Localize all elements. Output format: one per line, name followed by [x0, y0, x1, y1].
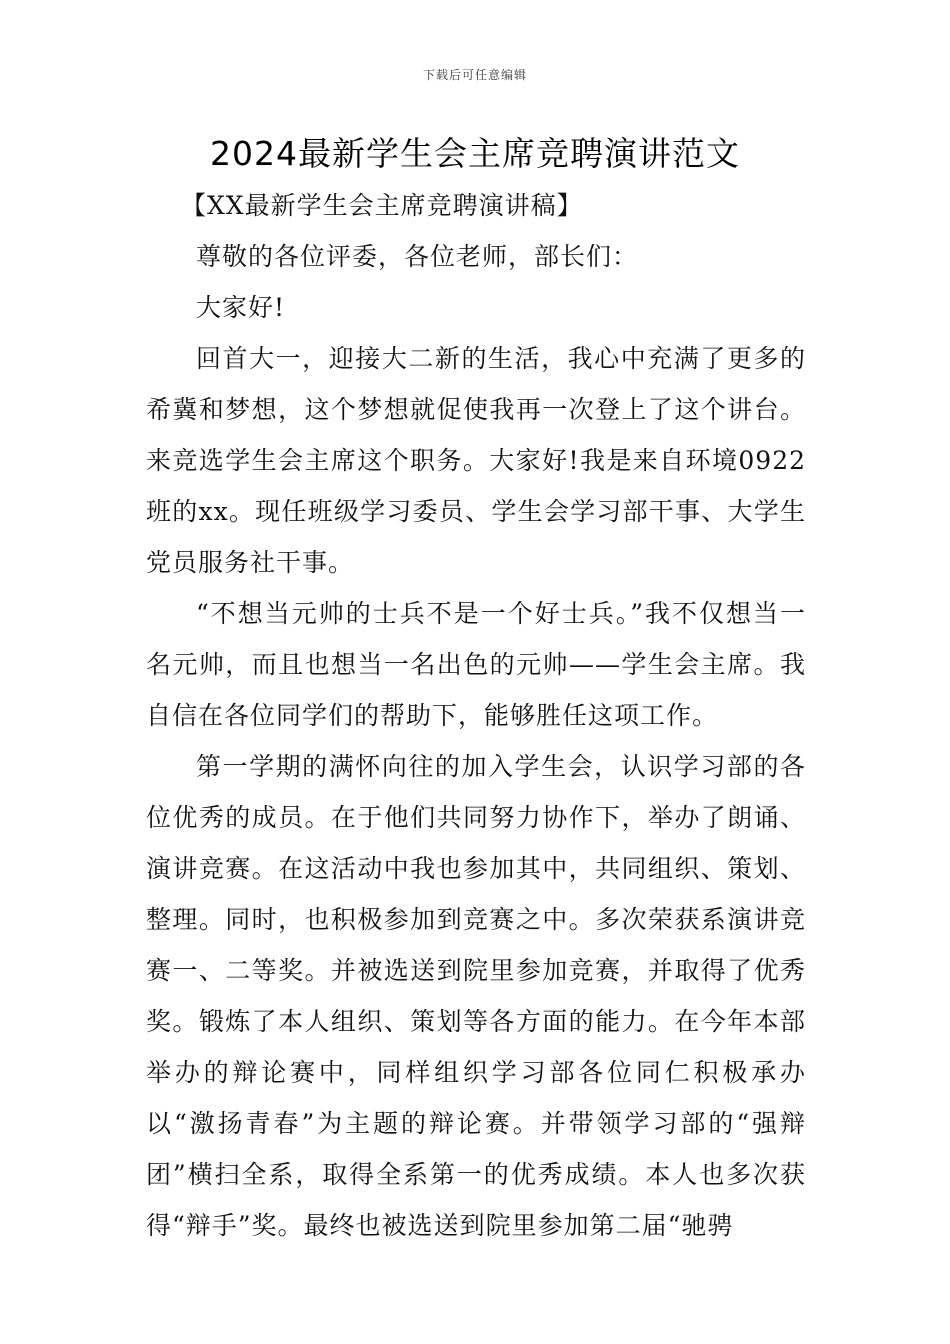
header-note: 下载后可任意编辑 — [422, 68, 527, 82]
greeting: 大家好! — [196, 293, 286, 322]
document-title: 2024最新学生会主席竞聘演讲范文 — [210, 134, 740, 173]
salutation: 尊敬的各位评委，各位老师，部长们： — [196, 242, 639, 271]
document-body — [146, 180, 806, 1251]
paragraph: 回首大一，迎接大二新的生活，我心中充满了更多的希冀和梦想，这个梦想就促使我再一次登上了这个讲台。来竞选学生会主席这个职务。大家好!我是来自环境0922班的xx。现任班级学习委员、学生会学习部干事、大学生党员服务社干事。 — [146, 344, 806, 577]
paragraph: 第一学期的满怀向往的加入学生会，认识学习部的各位优秀的成员。在于他们共同努力协作下，举办了朗诵、演讲竞赛。在这活动中我也参加其中，共同组织、策划、整理。同时，也积极参加到竞赛之中。多次荣获系演讲竞赛一、二等奖。并被选送到院里参加竞赛，并取得了优秀奖。锻炼了本人组织、策划等各方面的能力。在今年本部举办的辩论赛中，同样组织学习部各位同仁积极承办以“激扬青春”为主题的辩论赛。并带领学习部的“强辩团”横扫全系，取得全系第一的优秀成绩。本人也多次获得“辩手”奖。最终也被选送到院里参加第二届“驰骋 — [146, 752, 806, 1240]
paragraph: “不想当元帅的士兵不是一个好士兵。”我不仅想当一名元帅，而且也想当一名出色的元帅——学生会主席。我自信在各位同学们的帮助下，能够胜任这项工作。 — [146, 599, 806, 730]
subtitle-bracket: 【XX最新学生会主席竞聘演讲稿】 — [181, 191, 583, 220]
